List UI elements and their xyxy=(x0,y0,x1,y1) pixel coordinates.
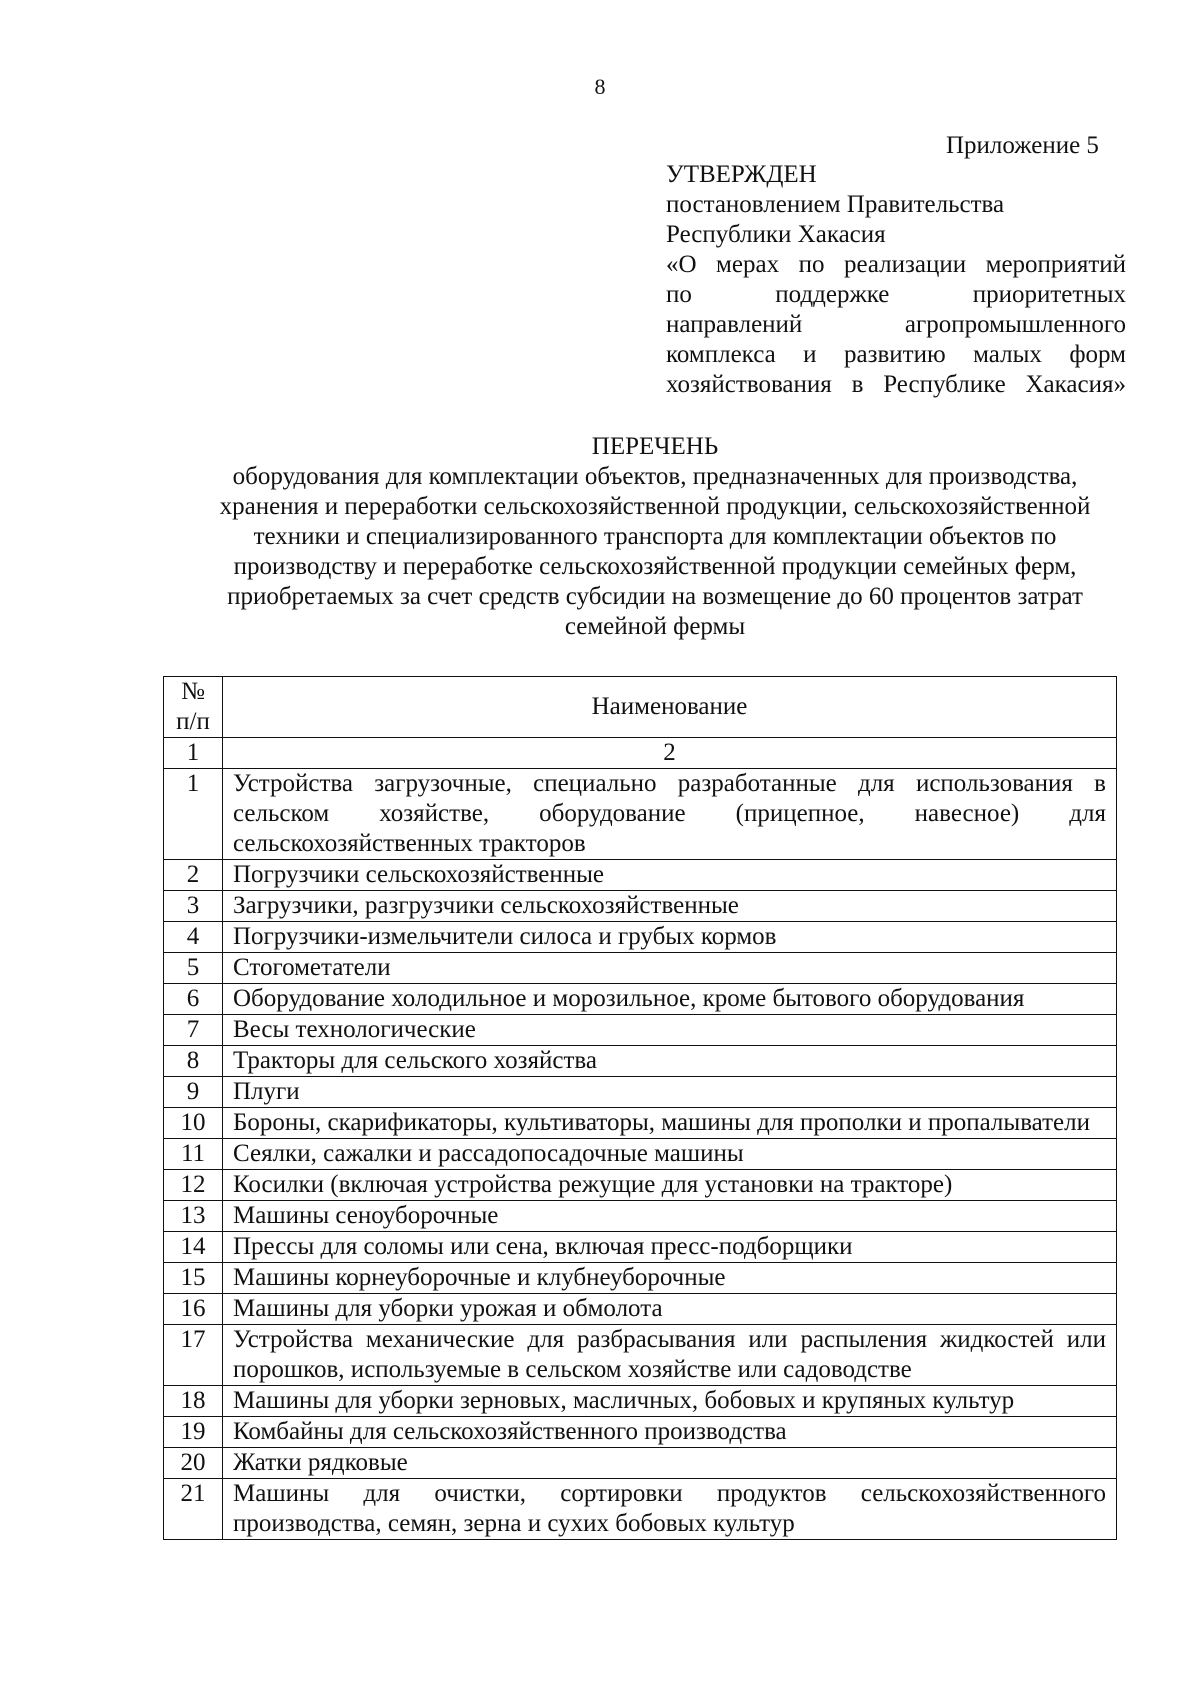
title-line: хранения и переработки сельскохозяйственной продукции, сельскохозяйственной xyxy=(219,493,1091,520)
title-line: семейной фермы xyxy=(564,613,746,640)
row-number: 11 xyxy=(164,1139,223,1170)
header-number xyxy=(164,677,223,738)
row-number: 12 xyxy=(164,1170,223,1201)
table-column-index-row xyxy=(164,738,1117,769)
row-name: Жатки рядковые xyxy=(223,1448,1117,1479)
row-name: Прессы для соломы или сена, включая пресс-подборщики xyxy=(223,1232,1117,1263)
approval-status: УТВЕРЖДЕН xyxy=(666,161,817,188)
approval-block xyxy=(666,160,1126,400)
row-number: 19 xyxy=(164,1417,223,1448)
approval-line: комплекса и развитию малых форм xyxy=(666,341,1126,368)
title-heading: ПЕРЕЧЕНЬ xyxy=(591,433,719,460)
row-name: Машины для уборки зерновых, масличных, бобовых и крупяных культур xyxy=(223,1386,1117,1417)
row-number: 17 xyxy=(164,1325,223,1386)
row-number: 3 xyxy=(164,891,223,922)
approval-line: «О мерах по реализации мероприятий xyxy=(666,251,1126,278)
table-row xyxy=(164,769,1117,860)
appendix-label: Приложение 5 xyxy=(946,132,1099,159)
row-name: Устройства механические для разбрасывания или распыления жидкостей или порошков, используемые в сельском хозяйстве или садоводстве xyxy=(223,1325,1117,1386)
row-name: Устройства загрузочные, специально разработанные для использования в сельском хозяйстве, оборудование (прицепное, навесное) для сельскохозяйственных тракторов xyxy=(223,769,1117,860)
row-name: Бороны, скарификаторы, культиваторы, машины для прополки и пропалыватели xyxy=(223,1108,1117,1139)
row-name: Плуги xyxy=(223,1077,1117,1108)
row-name: Оборудование холодильное и морозильное, кроме бытового оборудования xyxy=(223,984,1117,1015)
table-row xyxy=(164,1325,1117,1386)
row-name: Погрузчики сельскохозяйственные xyxy=(223,860,1117,891)
row-name: Погрузчики-измельчители силоса и грубых кормов xyxy=(223,922,1117,953)
table-row xyxy=(164,1263,1117,1294)
table-row xyxy=(164,891,1117,922)
row-number: 18 xyxy=(164,1386,223,1417)
row-name: Машины корнеуборочные и клубнеуборочные xyxy=(223,1263,1117,1294)
row-name: Тракторы для сельского хозяйства xyxy=(223,1046,1117,1077)
row-number: 9 xyxy=(164,1077,223,1108)
table-row xyxy=(164,984,1117,1015)
table-row xyxy=(164,1139,1117,1170)
row-number: 13 xyxy=(164,1201,223,1232)
title-line: приобретаемых за счет средств субсидии на возмещение до 60 процентов затрат xyxy=(227,583,1083,610)
title-line: производству и переработке сельскохозяйственной продукции семейных ферм, xyxy=(233,553,1077,580)
table-row xyxy=(164,1015,1117,1046)
header-name: Наименование xyxy=(223,677,1117,738)
header-number-sign: № xyxy=(181,678,205,705)
approval-line: Республики Хакасия xyxy=(666,221,886,248)
table-row xyxy=(164,1170,1117,1201)
row-number: 4 xyxy=(164,922,223,953)
table-row xyxy=(164,1294,1117,1325)
approval-line: по поддержке приоритетных xyxy=(666,281,1126,308)
table-row xyxy=(164,1232,1117,1263)
table-row xyxy=(164,1417,1117,1448)
approval-line: направлений агропромышленного xyxy=(666,311,1126,338)
title-line: оборудования для комплектации объектов, предназначенных для производства, xyxy=(232,463,1078,490)
row-number: 20 xyxy=(164,1448,223,1479)
table-header-row xyxy=(164,677,1117,738)
table-row xyxy=(164,860,1117,891)
row-number: 14 xyxy=(164,1232,223,1263)
page-number: 8 xyxy=(594,74,606,99)
document-title xyxy=(190,432,1120,642)
table-row xyxy=(164,1448,1117,1479)
table-row xyxy=(164,1108,1117,1139)
row-name: Косилки (включая устройства режущие для установки на тракторе) xyxy=(223,1170,1117,1201)
table-row xyxy=(164,1479,1117,1540)
row-number: 6 xyxy=(164,984,223,1015)
row-name: Комбайны для сельскохозяйственного производства xyxy=(223,1417,1117,1448)
row-name: Загрузчики, разгрузчики сельскохозяйственные xyxy=(223,891,1117,922)
row-number: 16 xyxy=(164,1294,223,1325)
index-number: 1 xyxy=(164,738,223,769)
row-number: 10 xyxy=(164,1108,223,1139)
header-number-abbr: п/п xyxy=(176,708,210,735)
row-number: 7 xyxy=(164,1015,223,1046)
row-number: 8 xyxy=(164,1046,223,1077)
equipment-table xyxy=(163,676,1117,1540)
row-number: 15 xyxy=(164,1263,223,1294)
row-name: Машины для уборки урожая и обмолота xyxy=(223,1294,1117,1325)
row-name: Весы технологические xyxy=(223,1015,1117,1046)
approval-line: хозяйствования в Республике Хакасия» xyxy=(666,371,1126,398)
row-number: 2 xyxy=(164,860,223,891)
index-name: 2 xyxy=(223,738,1117,769)
title-line: техники и специализированного транспорта для комплектации объектов по xyxy=(253,523,1057,550)
table-row xyxy=(164,922,1117,953)
table-row xyxy=(164,1201,1117,1232)
row-number: 5 xyxy=(164,953,223,984)
table-row xyxy=(164,1046,1117,1077)
row-name: Стогометатели xyxy=(223,953,1117,984)
table-row xyxy=(164,1077,1117,1108)
approval-line: постановлением Правительства xyxy=(666,191,1005,218)
table-row xyxy=(164,1386,1117,1417)
table-row xyxy=(164,953,1117,984)
row-name: Сеялки, сажалки и рассадопосадочные машины xyxy=(223,1139,1117,1170)
row-number: 21 xyxy=(164,1479,223,1540)
row-name: Машины сеноуборочные xyxy=(223,1201,1117,1232)
row-number: 1 xyxy=(164,769,223,860)
row-name: Машины для очистки, сортировки продуктов сельскохозяйственного производства, семян, зерна и сухих бобовых культур xyxy=(223,1479,1117,1540)
